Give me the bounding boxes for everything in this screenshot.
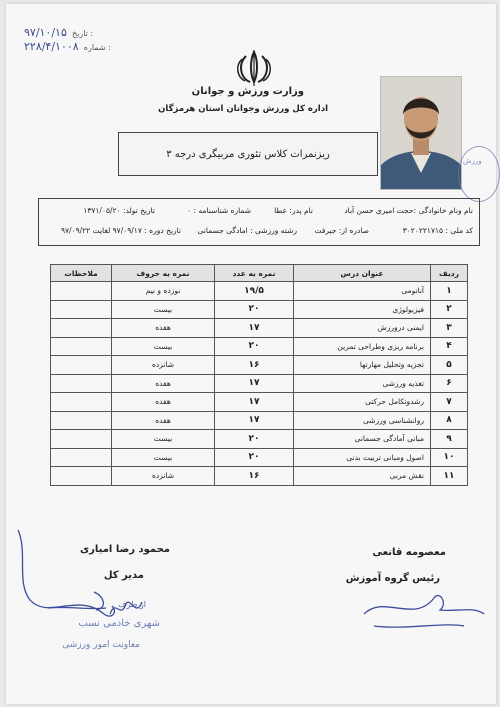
table-row [51,300,468,319]
course-title: برنامه ریزی وطراحی تمرین [294,337,431,356]
row-number: ۱۱ [431,467,468,486]
grade-words: هفده [112,374,215,393]
col-grade-words: نمره به حروف [112,265,215,282]
row-number: ۸ [431,411,468,430]
course-dates: تاریخ دوره : ۹۷/۰۹/۱۷ لغایت ۹۷/۰۹/۲۲ [60,226,181,235]
row-number: ۳ [431,319,468,338]
director-signature [8,522,138,642]
notes [51,319,112,338]
col-row-number: ردیف [431,265,468,282]
grade-number: ۱۶ [215,356,294,375]
national-code: کد ملی : ۳۰۲۰۲۲۱۷۱۵ [402,226,473,235]
notes [51,282,112,301]
course-title: روانشناسی ورزشی [294,411,431,430]
row-number: ۶ [431,374,468,393]
notes [51,467,112,486]
course-title: نقش مربی [294,467,431,486]
grade-number: ۱۷ [215,393,294,412]
row-number: ۷ [431,393,468,412]
grade-words: هفده [112,393,215,412]
education-head-signature [344,564,494,654]
stamp-text: ورزش [463,157,482,165]
grade-number: ۲۰ [215,337,294,356]
table-row [51,411,468,430]
grade-words: شانزده [112,467,215,486]
notes [51,448,112,467]
row-number: ۵ [431,356,468,375]
issued-from: صادره از: جیرفت [314,226,369,235]
id-number: شماره شناسنامه : ۰ [187,206,251,215]
table-row [51,337,468,356]
grade-words: هفده [112,411,215,430]
iran-emblem-icon [234,50,274,86]
row-number: ۹ [431,430,468,449]
on-behalf-label: از طرف [118,600,146,609]
grade-number: ۲۰ [215,300,294,319]
grade-words: بیست [112,448,215,467]
table-row [51,448,468,467]
date-value: ۹۷/۱۰/۱۵ [24,26,67,39]
course-title: رشدوتکامل حرکتی [294,393,431,412]
course-title: اصول ومبانی تربیت بدنی [294,448,431,467]
document-title: ریزنمرات کلاس تئوری مربیگری درجه ۳ [118,132,378,176]
grade-number: ۱۶ [215,467,294,486]
notes [51,337,112,356]
number-value: ۲۲۸/۴/۱۰۰۸ [24,40,79,53]
person-photo [380,76,462,190]
course-title: ایمنی درورزش [294,319,431,338]
notes [51,430,112,449]
grade-number: ۱۷ [215,374,294,393]
notes [51,393,112,412]
table-row [51,282,468,301]
person-name: نام ونام خانوادگی :حجت امیری حسن آباد [344,206,473,215]
table-header-row [51,265,468,282]
grade-number: ۲۰ [215,430,294,449]
official-stamp [458,146,500,202]
notes [51,356,112,375]
row-number: ۴ [431,337,468,356]
course-title: تجزیه وتحلیل مهارتها [294,356,431,375]
grade-words: شانزده [112,356,215,375]
table-row [51,467,468,486]
grade-number: ۲۰ [215,448,294,467]
grade-number: ۱۹/۵ [215,282,294,301]
deputy-signature [106,594,146,624]
grade-words: بیست [112,300,215,319]
notes [51,411,112,430]
course-title: آناتومی [294,282,431,301]
deputy-title: معاونت امور ورزشی [62,640,140,650]
director-name: محمود رضا امیاری [79,544,170,555]
table-row [51,430,468,449]
table-row [51,374,468,393]
table-row [51,393,468,412]
ministry-name: وزارت ورزش و جوانان [191,86,304,97]
table-row [51,319,468,338]
education-head-name: معصومه قانعی [372,547,446,558]
office-name: اداره کل ورزش وجوانان استان هرمزگان [158,104,328,114]
grade-number: ۱۷ [215,411,294,430]
col-grade-number: نمره به عدد [215,265,294,282]
col-notes: ملاحظات [51,265,112,282]
grade-words: هفده [112,319,215,338]
notes [51,300,112,319]
grade-words: نوزده و نیم [112,282,215,301]
grades-table [50,264,468,486]
deputy-name: شهری خادمی نسب [78,618,160,629]
course-title: مبانی آمادگی جسمانی [294,430,431,449]
row-number: ۱ [431,282,468,301]
grade-words: بیست [112,337,215,356]
document-page [6,4,496,704]
row-number: ۲ [431,300,468,319]
birth-date: تاریخ تولد: ۱۳۷۱/۰۵/۲۰ [83,206,155,215]
father-name: نام پدر: عطا [274,206,313,215]
course-title: تغذیه ورزشی [294,374,431,393]
course-title: فیزیولوژی [294,300,431,319]
document-meta [24,26,111,54]
date-label: تاریخ : [71,29,94,38]
sport-field: رشته ورزشی : امادگی جسمانی [197,226,297,235]
table-row [51,356,468,375]
education-head-title: رئیس گروه آموزش [345,573,440,584]
personal-info-box [38,198,480,246]
row-number: ۱۰ [431,448,468,467]
notes [51,374,112,393]
grade-number: ۱۷ [215,319,294,338]
col-course-title: عنوان درس [294,265,431,282]
grade-words: بیست [112,430,215,449]
number-label: شماره : [83,43,111,52]
director-title: مدیر کل [103,570,144,581]
